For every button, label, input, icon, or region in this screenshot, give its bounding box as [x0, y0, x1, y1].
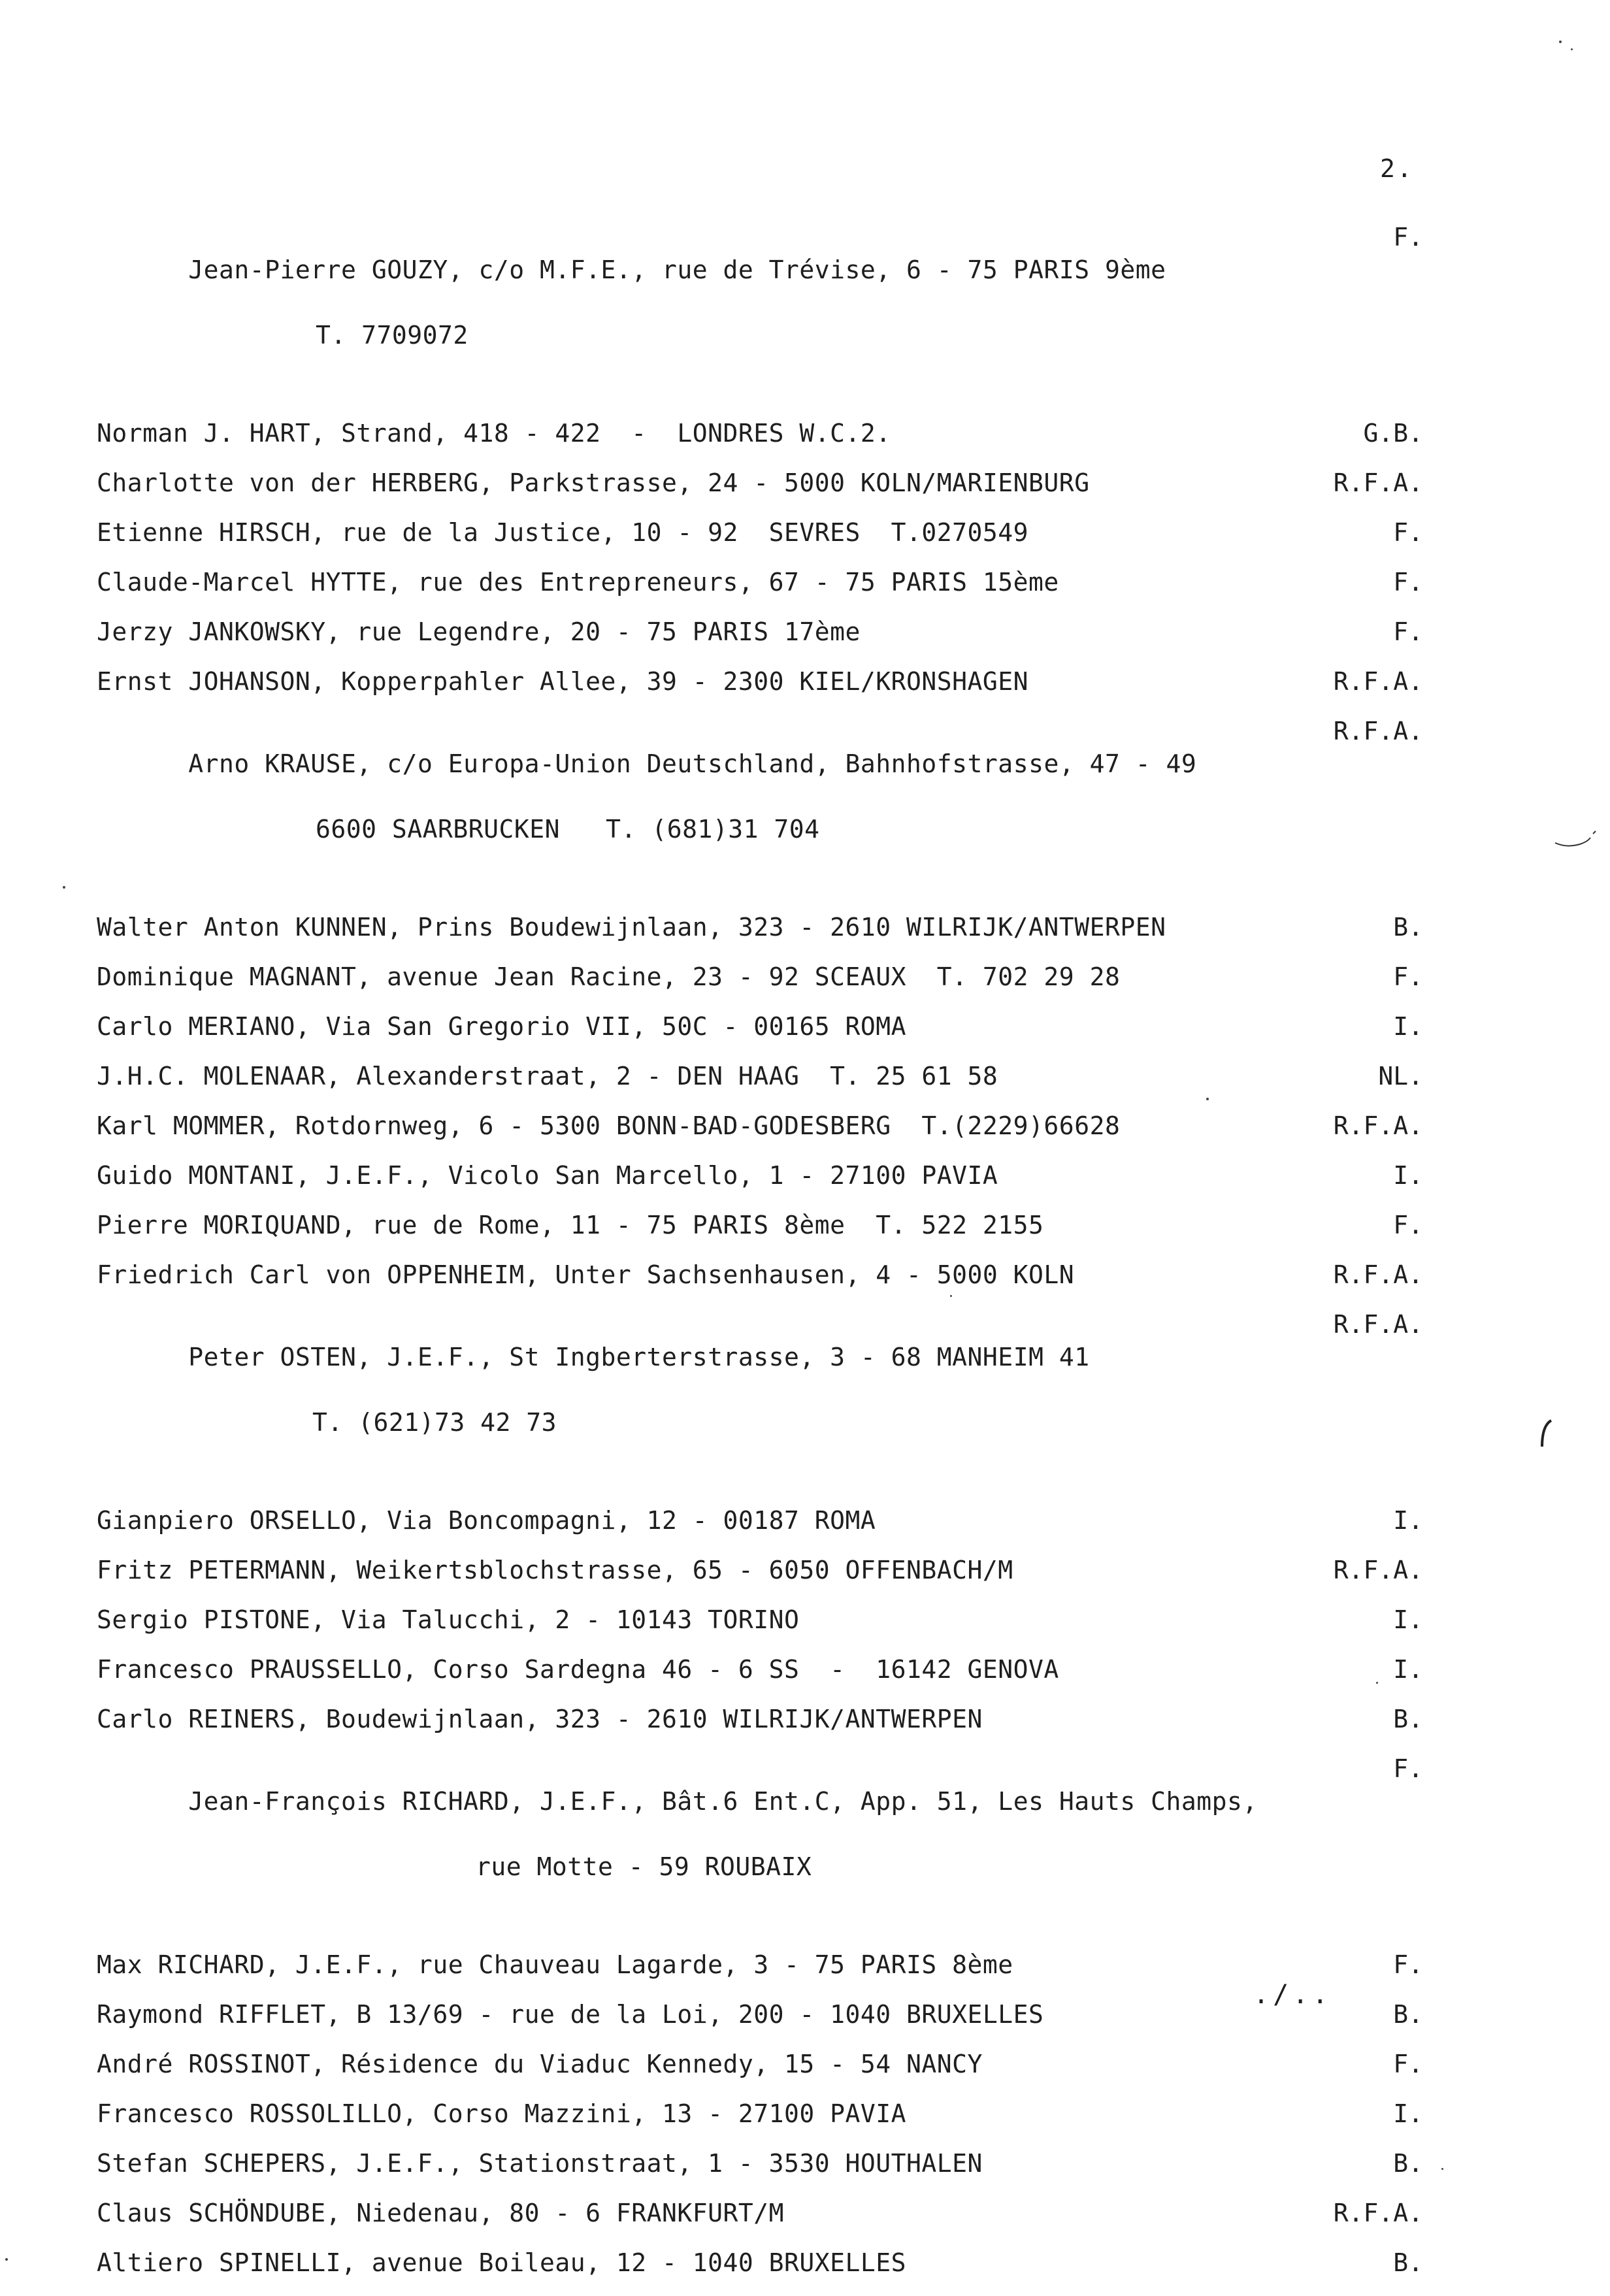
address-line: Walter Anton KUNNEN, Prins Boudewijnlaan, 323 - 2610 WILRIJK/ANTWERPEN: [97, 913, 1166, 942]
address-line: André ROSSINOT, Résidence du Viaduc Kennedy, 15 - 54 NANCY: [97, 2050, 983, 2078]
country-code: I.: [1393, 1605, 1423, 1634]
address-line: Dominique MAGNANT, avenue Jean Racine, 23 - 92 SCEAUX T. 702 29 28: [97, 962, 1121, 991]
list-item: [97, 2048, 1443, 2097]
address-line: Charlotte von der HERBERG, Parkstrasse, 24 - 5000 KOLN/MARIENBURG: [97, 468, 1090, 497]
list-item: [97, 1504, 1443, 1554]
country-code: F.: [1393, 568, 1423, 597]
scan-speck: [1376, 1682, 1378, 1684]
list-item: [97, 2097, 1443, 2147]
list-item: [97, 1209, 1443, 1258]
scan-speck: [1441, 2168, 1443, 2170]
list-item: [97, 1703, 1443, 1752]
list-item: [97, 221, 1443, 417]
address-line: Carlo REINERS, Boudewijnlaan, 323 - 2610 WILRIJK/ANTWERPEN: [97, 1705, 983, 1733]
list-item: [97, 1159, 1443, 1209]
address-line: Gianpiero ORSELLO, Via Boncompagni, 12 - 00187 ROMA: [97, 1506, 876, 1535]
list-item: [97, 2246, 1443, 2296]
address-continuation: rue Motte - 59 ROUBAIX: [476, 1852, 812, 1881]
address-continuation: T. (621)73 42 73: [312, 1408, 557, 1437]
address-line: Friedrich Carl von OPPENHEIM, Unter Sachsenhausen, 4 - 5000 KOLN: [97, 1260, 1075, 1289]
country-code: G.B.: [1363, 419, 1423, 448]
country-code: F.: [1393, 2050, 1423, 2078]
country-code: R.F.A.: [1333, 717, 1423, 746]
list-item: [97, 1109, 1443, 1159]
country-code: F.: [1393, 518, 1423, 547]
country-code: B.: [1393, 2000, 1423, 2029]
continuation-marker: ./..: [1253, 1980, 1332, 2010]
country-code: B.: [1393, 2149, 1423, 2178]
country-code: R.F.A.: [1333, 667, 1423, 696]
address-line: Guido MONTANI, J.E.F., Vicolo San Marcello, 1 - 27100 PAVIA: [97, 1161, 998, 1190]
address-line: Fritz PETERMANN, Weikertsblochstrasse, 65 - 6050 OFFENBACH/M: [97, 1556, 1013, 1584]
country-code: I.: [1393, 1506, 1423, 1535]
address-line: Francesco PRAUSSELLO, Corso Sardegna 46 - 6 SS - 16142 GENOVA: [97, 1655, 1059, 1684]
pen-mark-icon: [1537, 1417, 1556, 1448]
list-item: [97, 665, 1443, 715]
country-code: B.: [1393, 1705, 1423, 1733]
country-code: R.F.A.: [1333, 1556, 1423, 1584]
list-item: [97, 1948, 1443, 1998]
address-line: Carlo MERIANO, Via San Gregorio VII, 50C - 00165 ROMA: [97, 1012, 907, 1041]
list-item: [97, 1603, 1443, 1653]
address-line: Raymond RIFFLET, B 13/69 - rue de la Loi, 200 - 1040 BRUXELLES: [97, 2000, 1044, 2029]
list-item: [97, 1998, 1443, 2048]
address-line: Claus SCHÖNDUBE, Niedenau, 80 - 6 FRANKFURT/M: [97, 2199, 785, 2227]
country-code: B.: [1393, 2248, 1423, 2277]
address-list: [97, 221, 1443, 2296]
list-item: [97, 1653, 1443, 1703]
country-code: I.: [1393, 1161, 1423, 1190]
list-item: [97, 2147, 1443, 2197]
list-item: [97, 960, 1443, 1010]
country-code: F.: [1393, 1211, 1423, 1239]
address-continuation: T. 7709072: [316, 321, 468, 350]
address-continuation: 6600 SAARBRUCKEN T. (681)31 704: [316, 815, 820, 844]
country-code: R.F.A.: [1333, 1310, 1423, 1339]
list-item: [97, 1308, 1443, 1504]
list-item: [97, 1752, 1443, 1948]
address-line: Ernst JOHANSON, Kopperpahler Allee, 39 - 2300 KIEL/KRONSHAGEN: [97, 667, 1029, 696]
address-line: Peter OSTEN, J.E.F., St Ingberterstrasse, 3 - 68 MANHEIM 41: [188, 1343, 1090, 1371]
country-code: R.F.A.: [1333, 1260, 1423, 1289]
address-line: J.H.C. MOLENAAR, Alexanderstraat, 2 - DEN HAAG T. 25 61 58: [97, 1062, 998, 1091]
country-code: I.: [1393, 2099, 1423, 2128]
address-line: Arno KRAUSE, c/o Europa-Union Deutschland, Bahnhofstrasse, 47 - 49: [188, 749, 1197, 778]
country-code: F.: [1393, 223, 1423, 252]
scan-speck: [5, 2258, 8, 2261]
list-item: [97, 1060, 1443, 1109]
list-item: [97, 566, 1443, 615]
page-number: 2.: [1380, 154, 1414, 183]
country-code: F.: [1393, 617, 1423, 646]
list-item: [97, 911, 1443, 960]
scan-speck: [1559, 41, 1562, 43]
scan-speck: [1206, 1098, 1209, 1100]
country-code: B.: [1393, 913, 1423, 942]
address-line: Altiero SPINELLI, avenue Boileau, 12 - 1040 BRUXELLES: [97, 2248, 907, 2277]
address-line: Karl MOMMER, Rotdornweg, 6 - 5300 BONN-BAD-GODESBERG T.(2229)66628: [97, 1111, 1121, 1140]
country-code: R.F.A.: [1333, 468, 1423, 497]
address-line: Stefan SCHEPERS, J.E.F., Stationstraat, 1 - 3530 HOUTHALEN: [97, 2149, 983, 2178]
address-line: Jean-François RICHARD, J.E.F., Bât.6 Ent.C, App. 51, Les Hauts Champs,: [188, 1787, 1258, 1816]
address-line: Jerzy JANKOWSKY, rue Legendre, 20 - 75 PARIS 17ème: [97, 617, 861, 646]
address-line: Jean-Pierre GOUZY, c/o M.F.E., rue de Trévise, 6 - 75 PARIS 9ème: [188, 255, 1166, 284]
address-line: Sergio PISTONE, Via Talucchi, 2 - 10143 TORINO: [97, 1605, 800, 1634]
list-item: [97, 1010, 1443, 1060]
list-item: [97, 417, 1443, 467]
list-item: [97, 715, 1443, 911]
scan-speck: [1571, 48, 1573, 50]
list-item: [97, 467, 1443, 516]
list-item: [97, 1258, 1443, 1308]
country-code: R.F.A.: [1333, 2199, 1423, 2227]
list-item: [97, 516, 1443, 566]
scan-speck: [950, 1295, 952, 1297]
country-code: NL.: [1378, 1062, 1423, 1091]
scan-speck: [63, 886, 65, 889]
address-line: Pierre MORIQUAND, rue de Rome, 11 - 75 PARIS 8ème T. 522 2155: [97, 1211, 1044, 1239]
address-line: Francesco ROSSOLILLO, Corso Mazzini, 13 - 27100 PAVIA: [97, 2099, 907, 2128]
list-item: [97, 615, 1443, 665]
country-code: R.F.A.: [1333, 1111, 1423, 1140]
address-line: Etienne HIRSCH, rue de la Justice, 10 - 92 SEVRES T.0270549: [97, 518, 1029, 547]
country-code: F.: [1393, 962, 1423, 991]
address-line: Claude-Marcel HYTTE, rue des Entrepreneurs, 67 - 75 PARIS 15ème: [97, 568, 1059, 597]
country-code: I.: [1393, 1012, 1423, 1041]
address-line: Norman J. HART, Strand, 418 - 422 - LONDRES W.C.2.: [97, 419, 891, 448]
country-code: F.: [1393, 1950, 1423, 1979]
list-item: [97, 1554, 1443, 1603]
address-line: Max RICHARD, J.E.F., rue Chauveau Lagarde, 3 - 75 PARIS 8ème: [97, 1950, 1013, 1979]
country-code: I.: [1393, 1655, 1423, 1684]
pen-mark-icon: [1554, 828, 1600, 848]
country-code: F.: [1393, 1754, 1423, 1783]
list-item: [97, 2197, 1443, 2246]
